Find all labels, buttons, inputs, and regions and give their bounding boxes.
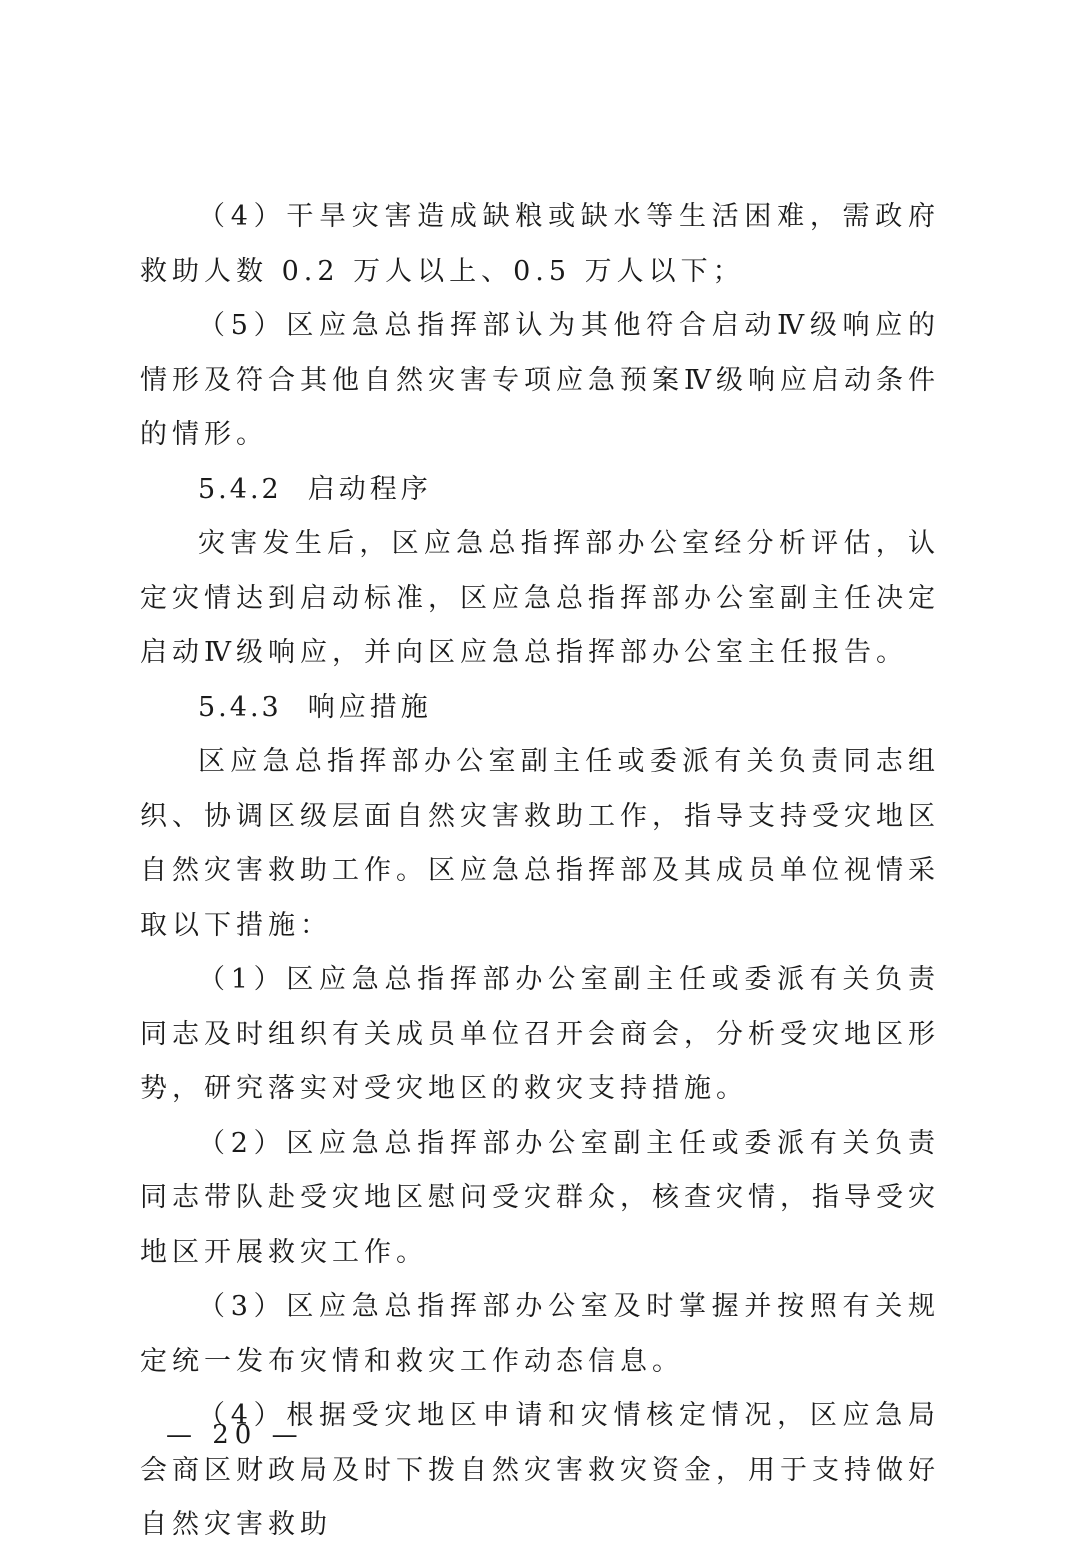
page-content [140, 190, 940, 1553]
measure-item-3: （3）区应急总指挥部办公室及时掌握并按照有关规定统一发布灾情和救灾工作动态信息。 [140, 1291, 940, 1377]
paragraph-item-4-drought: （4）干旱灾害造成缺粮或缺水等生活困难，需政府救助人数 0.2 万人以上、0.5 万人以下； [140, 201, 940, 287]
section-number: 5.4.3 [198, 691, 282, 723]
paragraph-item-5-other: （5）区应急总指挥部认为其他符合启动Ⅳ级响应的情形及符合其他自然灾害专项应急预案Ⅳ级响应启动条件的情形。 [140, 310, 940, 450]
section-heading-5-4-2 [140, 463, 940, 518]
paragraph-response-intro: 区应急总指挥部办公室副主任或委派有关负责同志组织、协调区级层面自然灾害救助工作，指导支持受灾地区自然灾害救助工作。区应急总指挥部及其成员单位视情采取以下措施： [140, 746, 940, 941]
measure-item-1: （1）区应急总指挥部办公室副主任或委派有关负责同志及时组织有关成员单位召开会商会，分析受灾地区形势，研究落实对受灾地区的救灾支持措施。 [140, 964, 940, 1104]
section-heading-5-4-3 [140, 681, 940, 736]
section-title: 响应措施 [307, 691, 432, 723]
section-number: 5.4.2 [198, 473, 282, 505]
measure-item-4: （4）根据受灾地区申请和灾情核定情况，区应急局会商区财政局及时下拨自然灾害救灾资金，用于支持做好自然灾害救助 [140, 1400, 940, 1540]
page-number: — 20 — [166, 1420, 304, 1450]
measure-item-2: （2）区应急总指挥部办公室副主任或委派有关负责同志带队赴受灾地区慰问受灾群众，核查灾情，指导受灾地区开展救灾工作。 [140, 1127, 940, 1268]
paragraph-startup-procedure: 灾害发生后，区应急总指挥部办公室经分析评估，认定灾情达到启动标准，区应急总指挥部办公室副主任决定启动Ⅳ级响应，并向区应急总指挥部办公室主任报告。 [140, 528, 940, 668]
section-title: 启动程序 [307, 473, 432, 505]
